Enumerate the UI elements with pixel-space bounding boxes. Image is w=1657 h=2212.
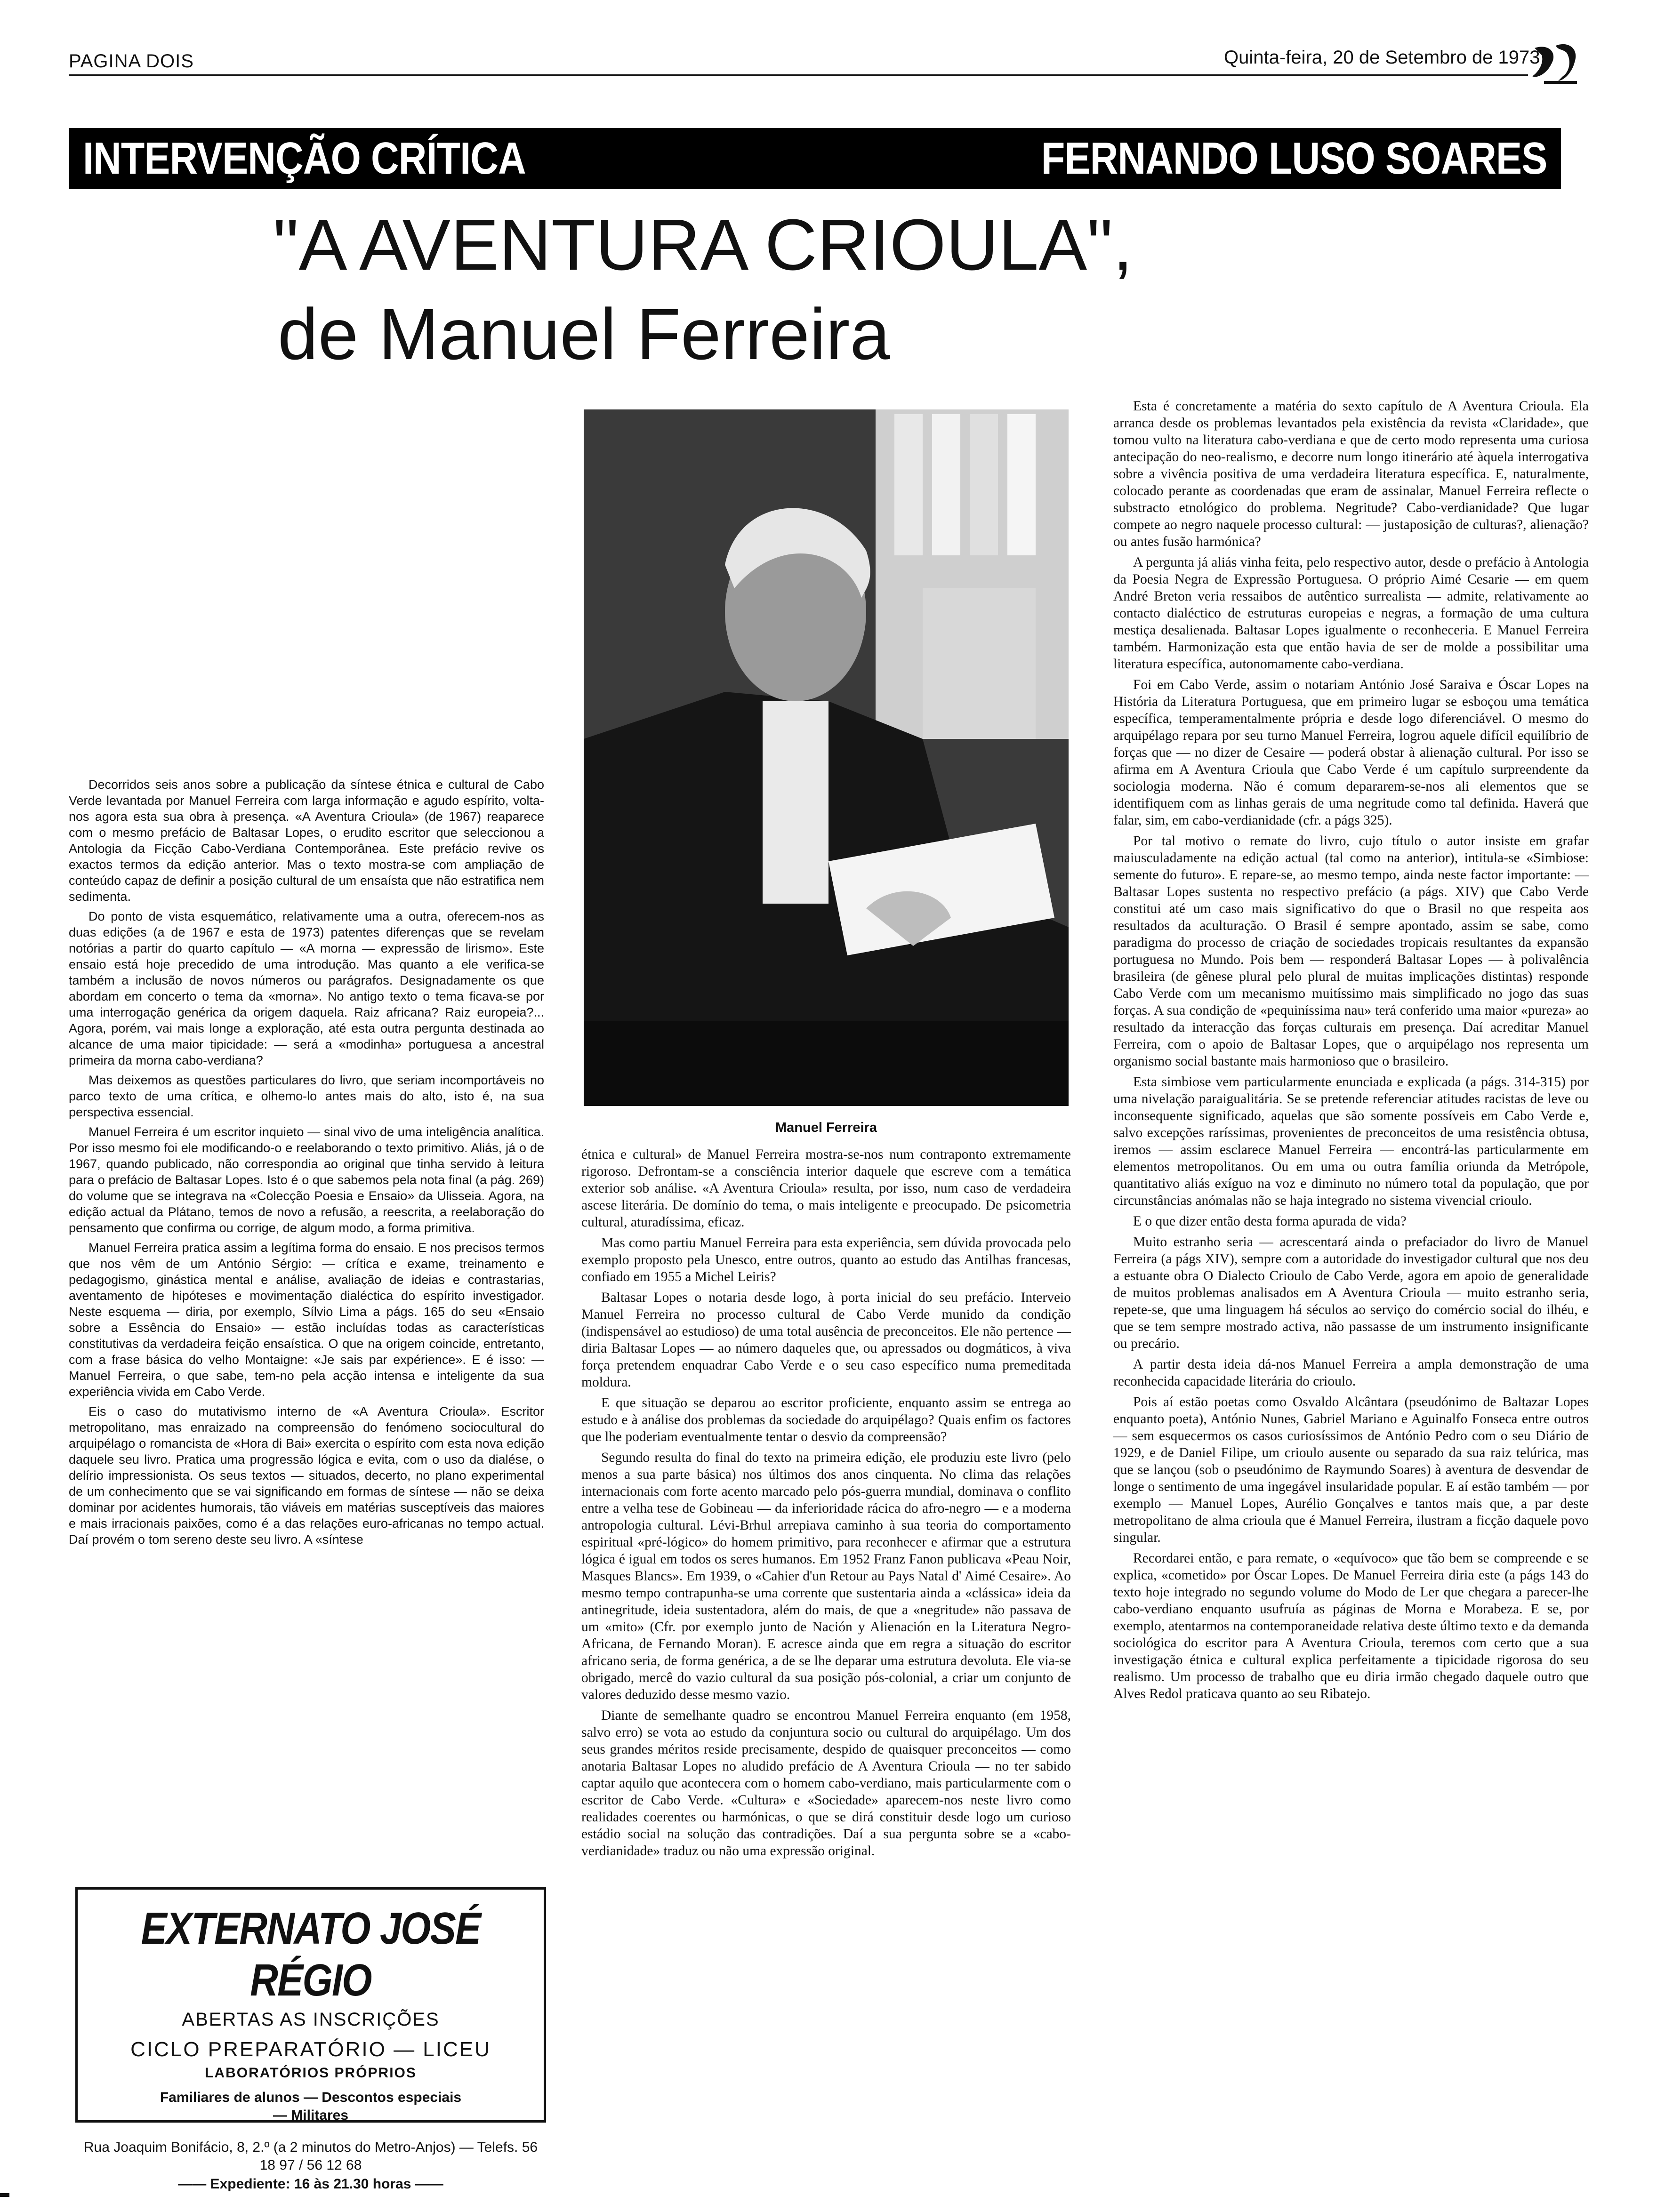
author-name: FERNANDO LUSO SOARES (1041, 133, 1547, 184)
paragraph: Manuel Ferreira pratica assim a legítima forma do ensaio. E nos precisos termos que nos vêm de um António Sérgio: — crítica e exame, treinamento e pedagogismo, ginástica mental e análise, avaliação de ideias e contrastarias, aventamento de hipóteses e movimentação dialéctica do espírito investigador. Neste esquema — diria, por exemplo, Sílvio Lima a págs. 165 do seu «Ensaio sobre a Essência do Ensaio» — estão incluídas todas as características constitutivas da verdadeira feição ensaística. O que na origem coincide, entretanto, com a frase básica do velho Montaigne: «Je sais par expérience». E é isso: — Manuel Ferreira, o que sabe, tem-no pela acção intensa e inteligente da sua experiência vivida em Cabo Verde. (69, 1241, 544, 1399)
paragraph: E que situação se deparou ao escritor proficiente, enquanto assim se entrega ao estudo e à análise dos problemas da sociedade do arquipélago? Quais enfim os factores que lhe poderiam eventualmente tentar o desvio da compreensão? (581, 1395, 1071, 1444)
paragraph: Eis o caso do mutativismo interno de «A Aventura Crioula». Escritor metropolitano, mas enraizado na compreensão do fenómeno sociocultural do arquipélago o romancista de «Hora di Bai» exercita o espírito com esta nova edição daquele seu livro. Pratica uma progressão lógica e evita, com o uso da dialése, o delírio impressionista. Os seus textos — situados, decerto, no plano experimental de um conhecimento que se vai significando em formas de síntese — não se deixa dominar por acidentes humorais, tão viáveis em matérias susceptíveis das maiores e mais irracionais paixões, como é a das relações euro-africanas no tempo actual. Daí provém o tom sereno deste seu livro. A «síntese (69, 1404, 544, 1547)
paragraph: Decorridos seis anos sobre a publicação da síntese étnica e cultural de Cabo Verde levantada por Manuel Ferreira com larga informação e agudo espírito, volta-nos agora esta sua obra à presença. «A Aventura Crioula» (de 1967) reaparece com o mesmo prefácio de Baltasar Lopes, o erudito escritor que seleccionou a Antologia da Ficção Cabo-Verdiana Contemporânea. Este prefácio revive os exactos termos da edição anterior. Mas o texto mostra-se com ampliação de conteúdo capaz de definir a posição cultural de um ensaísta que não estratifica nem sedimenta. (69, 777, 544, 904)
paragraph: A pergunta já aliás vinha feita, pelo respectivo autor, desde o prefácio à Antologia da Poesia Negra de Expressão Portuguesa. O próprio Aimé Cesarie — em quem André Breton veria ressaibos de autêntico surrealista — admite, relativamente ao contacto dialéctico de estruturas europeias e negras, a formação de uma cultura mestiça desalienada. Baltasar Lopes igualmente o reconheceria. E Manuel Ferreira também. Harmonização esta que então havia de ser de molde a possibilitar uma literatura específica, autonomamente cabo-verdiana. (1113, 555, 1589, 672)
ad-cycle: CICLO PREPARATÓRIO — LICEU (130, 2038, 491, 2061)
ad-enrollment: ABERTAS AS INSCRIÇÕES (182, 2009, 440, 2030)
ad-discounts-line2: — Militares (273, 2108, 349, 2123)
paragraph: Baltasar Lopes o notaria desde logo, à porta inicial do seu prefácio. Interveio Manuel Ferreira no processo cultural de Cabo Verde munido da condição (indispensável ao estudioso) de uma total ausência de preconceitos. Ele não pertence — diria Baltasar Lopes — ao número daqueles que, ou apressados ou dogmáticos, à viva força pretendem enquadrar Cabo Verde e o seu caso específico numa premeditada moldura. (581, 1290, 1071, 1390)
paragraph: Esta simbiose vem particularmente enunciada e explicada (a págs. 314-315) por uma nivelação paraigualitária. Se se pretende referenciar atitudes racistas de leve ou inconsequente significado, aquelas que são somente possíveis em Cabo Verde e, salvo excepções raríssimas, provenientes de preconceitos de uma resistência obtusa, iremos — assim esclarece Manuel Ferreira — encontrá-las particularmente em elementos metropolitanos. Ou em uma ou outra família oriunda da Metrópole, quantitativo aliás exíguo na voz e diminuto no número total da população, que por circunstâncias anómalas não se haja integrado no sistema vivencial crioulo. (1113, 1074, 1589, 1208)
paragraph: Manuel Ferreira é um escritor inquieto — sinal vivo de uma inteligência analítica. Por isso mesmo foi ele modificando-o e reelaborando o texto primitivo. Aliás, já o de 1967, quando publicado, não correspondia ao original que tinha servido à leitura para o prefácio de Baltasar Lopes. Isto é o que sabemos pela nota final (a pág. 269) do volume que se integrava na «Colecção Poesia e Ensaio» da Ulisseia. Agora, na edição actual da Plátano, temos de novo a refusão, a reescrita, a reelaboração do pensamento que confirma ou corrige, de algum modo, a forma primitiva. (69, 1125, 544, 1235)
ad-school-name: EXTERNATO JOSÉ RÉGIO (141, 1903, 481, 2005)
issue-date: Quinta-feira, 20 de Setembro de 1973 (1224, 47, 1540, 68)
paragraph: Muito estranho seria — acrescentará ainda o prefaciador do livro de Manuel Ferreira (a págs XIV), sempre com a autoridade do investigador cultural que nos deu a estuante obra O Dialecto Crioulo de Cabo Verde, agora em apoio de generalidade de muitos problemas analisados em A Aventura Crioula — muito estranho seria, repete-se, que uma linguagem há séculos ao serviço do comércio social do ilhéu, e que se tem sempre mostrado activa, não passasse de um instrumento insignificante ou precário. (1113, 1234, 1589, 1351)
paragraph: A partir desta ideia dá-nos Manuel Ferreira a ampla demonstração de uma reconhecida capacidade literária do crioulo. (1113, 1357, 1589, 1389)
paragraph: Diante de semelhante quadro se encontrou Manuel Ferreira enquanto (em 1958, salvo erro) se vota ao estudo da conjuntura socio ou cultural do arquipélago. Um dos seus grandes méritos reside precisamente, despido de quaisquer preconceitos — como anotaria Baltasar Lopes no aludido prefácio de A Aventura Crioula — no ter sabido captar aquilo que acontecera com o homem cabo-verdiano, mais particularmente com o escritor de Cabo Verde. «Cultura» e «Sociedade» aparecem-nos neste livro como realidades coerentes ou harmónicas, o que se dirá constituir desde logo um curioso estádio social na solução das contradições. Daí a sua pergunta sobre se a «cabo-verdianidade» traduz ou não uma expressão original. (581, 1708, 1071, 1859)
section-banner (69, 128, 1561, 189)
ad-discounts-line1: Familiares de alunos — Descontos especiais (160, 2090, 462, 2105)
paragraph: Mas deixemos as questões particulares do livro, que seriam incomportáveis no parco texto de uma crítica, e olhemo-lo antes mais do alto, isto é, na sua perspectiva essencial. (69, 1073, 544, 1119)
photo-illustration (584, 409, 1069, 1106)
paragraph: E o que dizer então desta forma apurada de vida? (1133, 1214, 1407, 1229)
advertisement-box (75, 1887, 546, 2192)
paragraph: Por tal motivo o remate do livro, cujo título o autor insiste em grafar maiusculadamente na edição actual (tal como na anterior), intitula-se «Simbiose: semente do futuro». E repare-se, ao mesmo tempo, ainda neste factor importante: — Baltasar Lopes sustenta no respectivo prefácio (a págs. XIV) que Cabo Verde constitui até um caso mais significativo do que o Brasil no que respeita aos resultados da aculturação. O Brasil é sempre apontado, assim se sabe, como paradigma do processo de criação de sociedades tropicais resultantes da expansão portuguesa no Mundo. Pois bem — responderá Baltasar Lopes — à polivalência brasileira (de gênese plural pelo plural de muitas implicações distintas) responde Cabo Verde com um mecanismo muitíssimo mais simplificado no jogo das suas forças. A sua condição de «pequiníssima nau» terá conferido uma maior «pureza» ao resultado da interacção das forças culturais em presença. Daí acreditar Manuel Ferreira, com o apoio de Baltasar Lopes, que o arquipélago nos representa um organismo social bastante mais harmonioso que o brasileiro. (1113, 834, 1589, 1069)
paragraph: Esta é concretamente a matéria do sexto capítulo de A Aventura Crioula. Ela arranca desde os problemas levantados pela existência da revista «Claridade», que tomou vulto na literatura cabo-verdiana e que de certo modo representa uma curiosa antecipação do neo-realismo, e decorre num longo itinerário até àquela interrogativa sobre a vivência positiva de uma verdadeira literatura específica. E, naturalmente, colocado perante as coordenadas que eram de assinalar, Manuel Ferreira reflecte o substracto etnológico do problema. Negritude? Cabo-verdianidade? Que lugar compete ao negro naquele processo cultural: — justaposição de culturas?, alienação? ou antes fusão harmónica? (1113, 399, 1589, 549)
paragraph: Foi em Cabo Verde, assim o notariam António José Saraiva e Óscar Lopes na História da Literatura Portuguesa, que em primeiro lugar se esboçou uma temática específica, temperamentalmente própria e desde logo diferenciável. O mesmo do arquipélago repara por seu turno Manuel Ferreira, logrou aquele difícil equilíbrio de forças que — no dizer de Cesaire — poderá obstar à alienação cultural. Por isso se afirma em A Aventura Crioula que Cabo Verde é um capítulo surpreendente da sociologia moderna. Não é comum depararem-se-nos ali elementos que se identifiquem com as linhas gerais de uma negritude como tal definida. Haverá que falar, sim, em cabo-verdianidade (cfr. a págs 325). (1113, 677, 1589, 828)
paragraph: Do ponto de vista esquemático, relativamente uma a outra, oferecem-nos as duas edições (a de 1967 e esta de 1973) patentes diferenças que se revelam notórias a partir do quarto capítulo — «A morna — expressão de lirismo». Este ensaio está hoje precedido de uma introdução. Mas quanto a ele verifica-se também a inclusão de novos números ou parágrafos. Designadamente os que abordam em concerto o tema da «morna». No antigo texto o tema ficava-se por uma interrogação genérica da origem daquela. Raiz africana? Raiz europeia?... Agora, porém, vai mais longe a exploração, até esta outra pergunta destinada ao alcance de uma maior tipicidade: — será a «modinha» portuguesa a ancestral primeira da morna cabo-verdiana? (69, 909, 544, 1067)
page-section-label: PAGINA DOIS (69, 51, 194, 72)
article-column-1 (69, 777, 544, 1551)
paragraph: Segundo resulta do final do texto na primeira edição, ele produziu este livro (pelo menos a sua parte básica) nos últimos dos anos cinquenta. No clima das relações internacionais com forte acento marcado pelo pós-guerra mundial, dominava o conflito entre a velha tese de Gobineau — da inferioridade rácica do afro-negro — e a moderna antropologia cultural. Lévi-Brhul arrepiava caminho à sua teoria do comportamento espiritual «pré-lógico» do homem primitivo, para reconhecer e afirmar que a estrutura lógica é igual em todos os seres humanos. Em 1952 Franz Fanon publicava «Peau Noir, Masques Blancs». Em 1939, o «Cahier d'un Retour au Pays Natal d' Aimé Cesaire». Ao mesmo tempo contrapunha-se uma corrente que sustentaria ainda a «clássica» ideia da antinegritude, ideia sustentadora, além do mais, de que a «negritude» não passava de um «mito» (Cfr. por exemplo junto de Nación y Alienación en la Literatura Negro-Africana, de Fernando Moran). E acresce ainda que em regra a situação do escritor africano seria, de forma genérica, a de se lhe deparar uma estrutura devoluta. Ele via-se obrigado, mercê do vazio cultural da sua posição pós-colonial, a criar um conjunto de valores deduzido desse mesmo vazio. (581, 1450, 1071, 1702)
headline-line2: de Manuel Ferreira (278, 294, 891, 375)
paragraph: étnica e cultural» de Manuel Ferreira mostra-se-nos num contraponto extremamente rigoroso. Defrontam-se a consciência interior daquele que escreve com a temática exterior sob análise. «A Aventura Crioula» resulta, por isso, num caso de verdadeira ascese literária. De domínio do tema, o mais inteligente e preocupado. De psicometria cultural, aturadíssima, eficaz. (581, 1147, 1071, 1230)
ad-labs: LABORATÓRIOS PRÓPRIOS (205, 2065, 417, 2081)
ad-discounts (78, 2089, 544, 2124)
section-title: INTERVENÇÃO CRÍTICA (83, 133, 526, 184)
headline (273, 200, 1133, 379)
dl-logo-icon (1530, 39, 1582, 86)
article-column-2 (581, 1146, 1071, 1863)
headline-line1: "A AVENTURA CRIOULA", (273, 204, 1133, 285)
author-photo (584, 409, 1069, 1106)
paragraph: Pois aí estão poetas como Osvaldo Alcântara (pseudónimo de Baltazar Lopes enquanto poeta), António Nunes, Gabriel Mariano e Aguinalfo Fonseca entre outros — sem esquecermos os casos curiosíssimos de António Pedro com o seu Diário de 1929, e de Daniel Filipe, um crioulo ausente ou separado da sua raiz telúrica, mas que se lançou (sob o pseudónimo de Raymundo Soares) à aventura de desvendar de longe o sentimento de uma ingegável insularidade popular. E aí estão também — por exemplo — Manuel Lopes, Aurélio Gonçalves e tantos mais que, a par deste metropolitano de alma crioula que é Manuel Ferreira, ilustram a ficção daquele povo singular. (1113, 1395, 1589, 1545)
article-column-3 (1113, 398, 1589, 1706)
photo-caption: Manuel Ferreira (775, 1120, 877, 1135)
ad-address: Rua Joaquim Bonifácio, 8, 2.º (a 2 minutos do Metro-Anjos) — Telefs. 56 18 97 / 56 12 68 (83, 2140, 538, 2173)
page-edge-mark (0, 2193, 9, 2197)
header-rule (69, 74, 1528, 76)
paragraph: Recordarei então, e para remate, o «equívoco» que tão bem se compreende e se explica, «cometido» por Óscar Lopes. De Manuel Ferreira diria este (a págs 143 do texto hoje integrado no segundo volume do Modo de Ler que chegara a parecer-lhe cabo-verdiano enquanto usufruía as páginas de Morna e Morabeza. E se, por exemplo, atentarmos na contemporaneidade relativa deste último texto e da demanda sociológica do escritor para A Aventura Crioula, teremos com certo que a sua investigação étnica e cultural explica perfeitamente a tipicidade rigorosa do seu realismo. Um processo de trabalho que eu diria irmão chegado daquele outro que Alves Redol praticava quanto ao seu Ribatejo. (1113, 1551, 1589, 1701)
paragraph: Mas como partiu Manuel Ferreira para esta experiência, sem dúvida provocada pelo exemplo proposto pela Unesco, entre outros, quanto ao estudo das Antilhas francesas, confiado em 1955 a Michel Leiris? (581, 1235, 1071, 1284)
ad-hours: —— Expediente: 16 às 21.30 horas —— (178, 2176, 443, 2192)
